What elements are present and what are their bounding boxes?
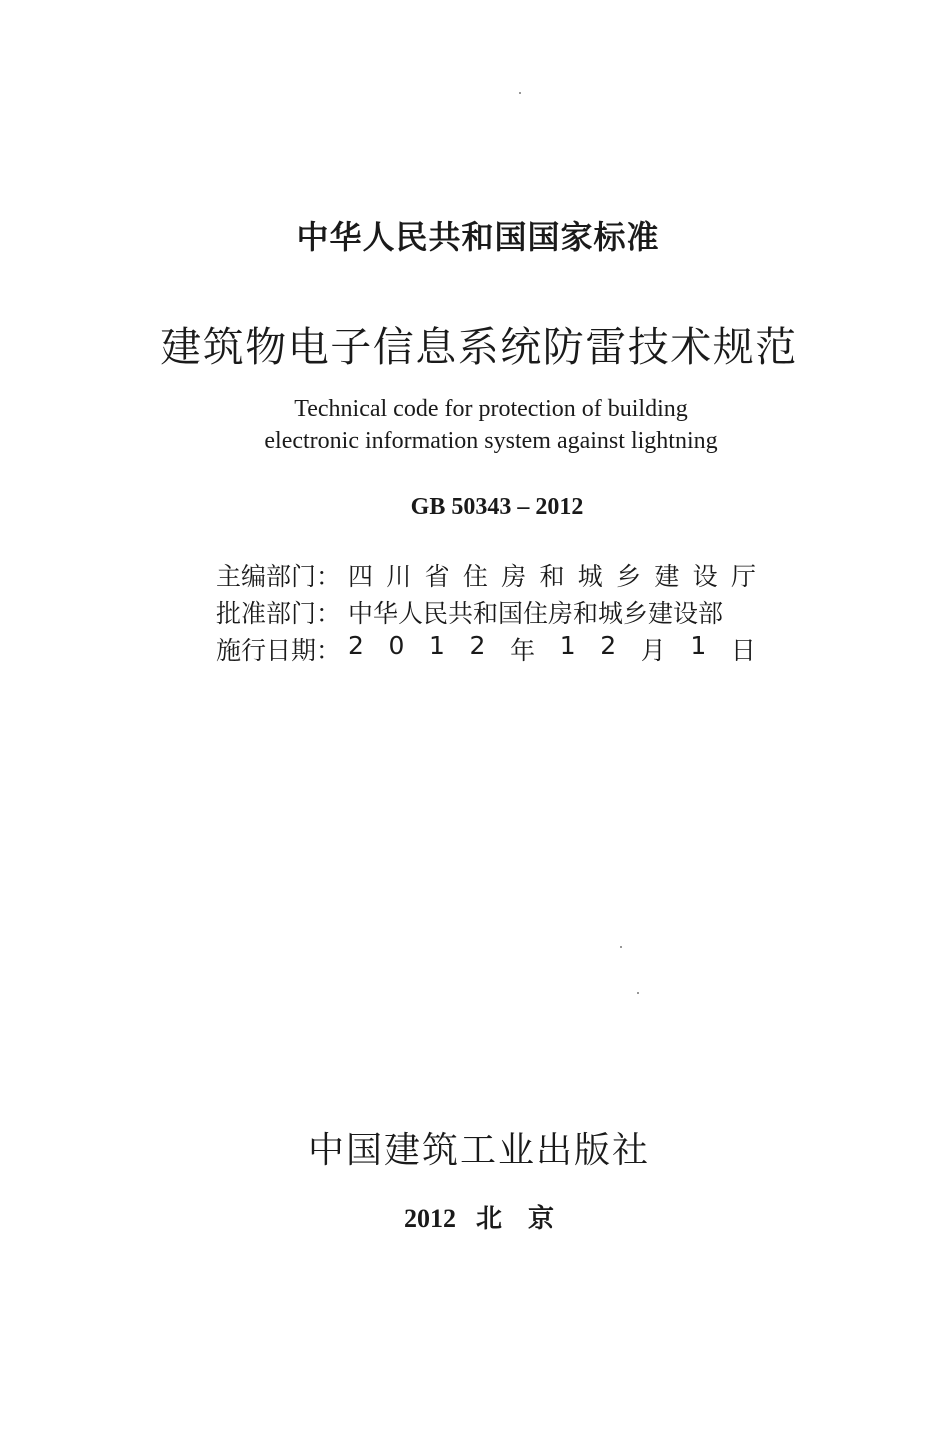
char: 设 bbox=[692, 561, 718, 591]
metadata-block bbox=[216, 556, 756, 667]
char: 四 bbox=[348, 561, 374, 591]
effective-date-row bbox=[216, 630, 756, 667]
standard-number: GB 50343 – 2012 bbox=[410, 494, 584, 520]
approver-label: 批准部门： bbox=[216, 598, 342, 628]
char: 和 bbox=[539, 561, 565, 591]
effective-date-label: 施行日期： bbox=[216, 635, 342, 665]
char: 1 bbox=[429, 630, 445, 660]
effective-date-value bbox=[348, 631, 756, 667]
approver-row bbox=[216, 593, 756, 630]
document-title-english-line-2: electronic information system against lightning bbox=[264, 428, 718, 454]
char: 1 bbox=[559, 630, 576, 660]
char: 年 bbox=[510, 635, 536, 665]
publisher-name: 中国建筑工业出版社 bbox=[307, 1130, 650, 1171]
chief-editor-row bbox=[216, 556, 756, 593]
char: 日 bbox=[730, 635, 756, 665]
char: 乡 bbox=[616, 561, 642, 591]
char: 2 bbox=[469, 630, 486, 660]
char: 房 bbox=[501, 561, 527, 591]
approver-value: 中华人民共和国住房和城乡建设部 bbox=[348, 598, 724, 628]
char: 0 bbox=[388, 630, 405, 660]
char: 2 bbox=[600, 630, 617, 660]
chief-editor-value bbox=[348, 557, 756, 593]
char: 1 bbox=[690, 630, 707, 660]
char: 川 bbox=[386, 561, 412, 591]
publication-city: 北 京 bbox=[475, 1204, 554, 1233]
scan-speck bbox=[637, 992, 639, 994]
scan-speck bbox=[519, 92, 521, 94]
char: 省 bbox=[424, 561, 450, 591]
scan-speck bbox=[620, 946, 622, 948]
chief-editor-label: 主编部门： bbox=[216, 561, 342, 591]
standard-type-heading: 中华人民共和国国家标准 bbox=[296, 218, 660, 256]
char: 城 bbox=[577, 561, 603, 591]
char: 厅 bbox=[730, 561, 756, 591]
publication-year: 2012 bbox=[403, 1204, 456, 1233]
char: 2 bbox=[348, 630, 364, 660]
char: 月 bbox=[640, 635, 666, 665]
document-title-chinese: 建筑物电子信息系统防雷技术规范 bbox=[160, 323, 798, 371]
char: 住 bbox=[462, 561, 488, 591]
document-title-english-line-1: Technical code for protection of building bbox=[294, 396, 688, 422]
publication-place-year bbox=[4, 1198, 950, 1235]
char: 建 bbox=[654, 561, 680, 591]
